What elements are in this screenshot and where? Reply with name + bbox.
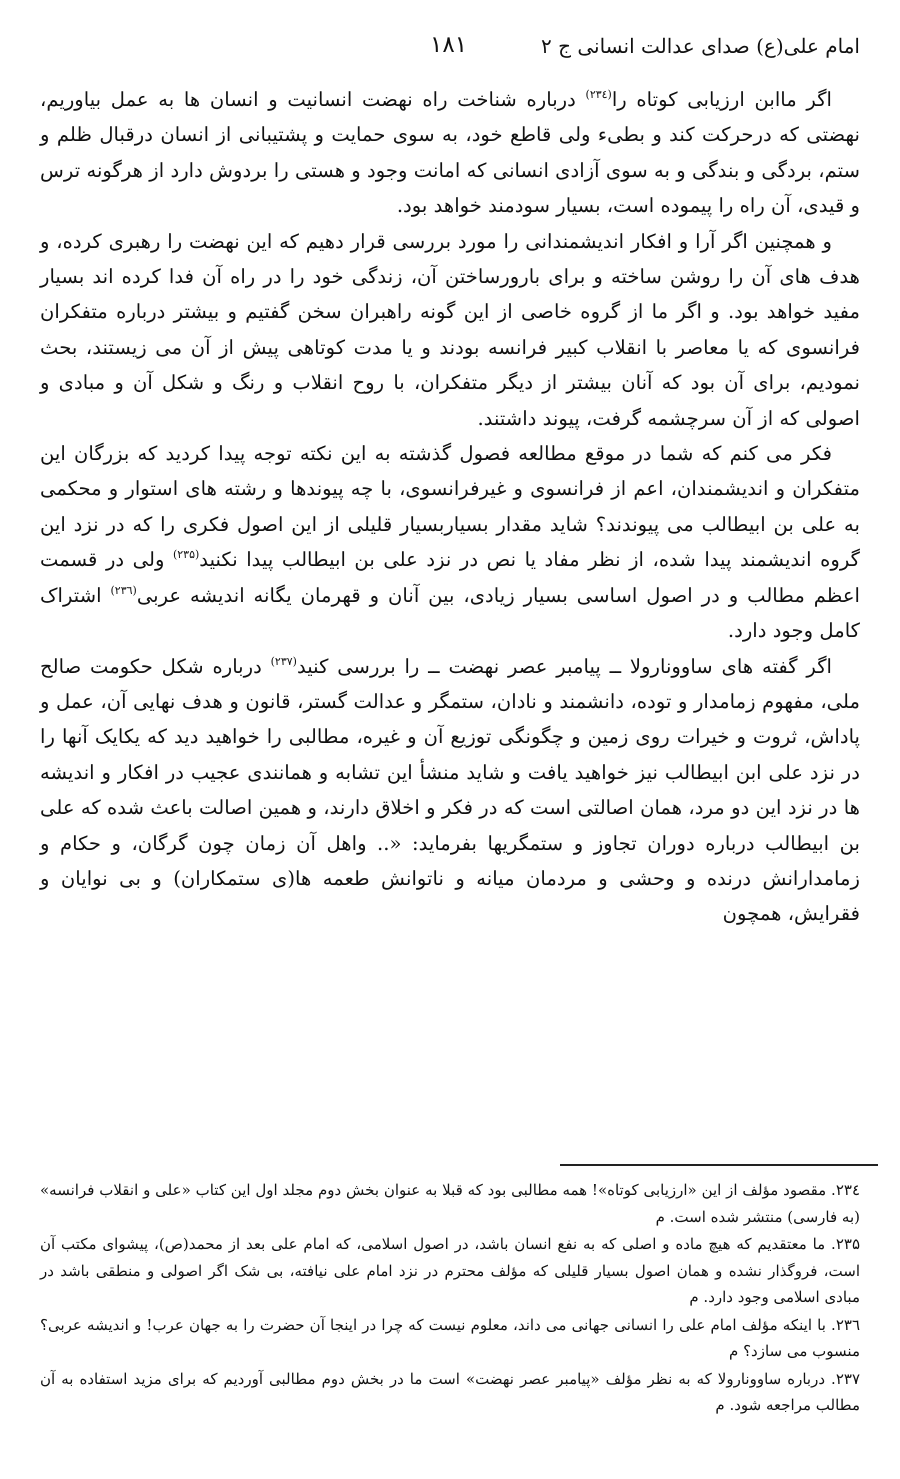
page-header — [40, 34, 860, 68]
paragraph-text: اشتراک کامل وجود دارد. — [40, 583, 860, 643]
footnote-235: ۲۳۵. ما معتقدیم که هیچ ماده و اصلی که به نفع انسان باشد، در اصول اسلامی، که امام علی بعد از محمد(ص)، پیشوای مکتب آن است، فروگذار نشده و همان اصول بسیار قلیلی که مؤلف محترم در نزد امام علی نیافته، بی شک اگر اصولی و منطقی باشد در مبادی اسلامی وجود دارد. م — [40, 1235, 860, 1306]
footnote-ref-236[interactable]: (۲۳٦) — [110, 583, 137, 597]
footnote-ref-234[interactable]: (۲۳٤) — [585, 88, 612, 101]
footnote-234: ۲۳٤. مقصود مؤلف از این «ارزیابی کوتاه»! همه مطالبی بود که قبلا به عنوان بخش دوم مجلد اول این کتاب «علی و انقلاب فرانسه» (به فارسی) منتشر شده است. م — [40, 1181, 860, 1226]
footnote-ref-237[interactable]: (۲۳۷) — [270, 654, 297, 668]
paragraph-text: ولی در قسمت اعظم مطالب و در اصول اساسی بسیار زیادی، بین آنان و قهرمان یگانه اندیشه عربی — [40, 548, 860, 607]
paragraph-text: درباره شناخت راه نهضت انسانیت و انسان ها به عمل بیاوریم، نهضتی که درحرکت کند و بطیء ولی قاطع خود، به سوی حمایت و پشتیبانی از انسان درقبال ظلم و ستم، بردگی و بندگی و به سوی آزادی انسانی که امانت وجود و هستی را بردوش دارد از هرگونه ترس و قیدی، آن راه را پیموده است، بسیار سودمند خواهد بود. — [40, 88, 860, 218]
paragraph-text: فکر می کنم که شما در موقع مطالعه فصول گذشته به این نکته توجه پیدا کردید که بزرگان این متفکران و اندیشمندان، اعم از فرانسوی و غیرفرانسوی، با چه پیوندها و رشته های استوار و محکمی به علی بن ابیطالب می پیوندند؟ شاید مقدار بسیاربسیار قلیلی از این اصول فکری را که در نزد این گروه اندیشمند پیدا شده، از نظر مفاد یا نص در نزد علی بن ابیطالب پیدا نکنید — [40, 442, 860, 572]
paragraph-1 — [40, 82, 860, 224]
footnote-ref-235[interactable]: (۲۳۵) — [172, 548, 200, 562]
paragraph-text: اگر ماابن ارزیابی کوتاه را — [611, 88, 832, 111]
paragraph-3 — [40, 436, 860, 648]
paragraph-2 — [40, 224, 860, 436]
paragraph-4 — [40, 649, 860, 932]
paragraph-text: درباره شکل حکومت صالح ملی، مفهوم زمامدار و توده، دانشمند و نادان، ستمگر و عدالت گستر، قانون و هدف نهایی آن، عمل و پاداش، ثروت و خیرات روی زمین و چگونگی توزیع آن و غیره، مطالبی را خواهید دید که یکایک آنها را در نزد علی ابن ابیطالب نیز خواهید یافت و شاید منشأ این تشابه و همانندی عجیب در افکار و اندیشه ها در نزد این دو مرد، همان اصالتی است که در فکر و اخلاق دارند، و همین اصالت باعث شده که علی بن ابیطالب درباره دوران تجاوز و ستمگریها بفرماید: «.. واهل آن زمان چون گرگان، و حکام و زمامدارانش درنده و وحشی و مردمان میانه و ناتوانش طعمه ها(ی ستمکاران) و بی نوایان و فقرایش، همچون — [40, 654, 860, 926]
page-number: ۱۸۱ — [430, 32, 468, 58]
paragraph-text: و همچنین اگر آرا و افکار اندیشمندانی را مورد بررسی قرار دهیم که این نهضت را رهبری کرده، و هدف های آن را روشن ساخته و برای بارورساختن آن، زندگی خود را در راه آن فدا کرده اند بسیار مفید خواهد بود. و اگر ما از گروه خاصی از این گونه راهبران سخن گفتیم و بیشتر درباره متفکران فرانسوی که یا معاصر با انقلاب کبیر فرانسه بودند و یا مدت کوتاهی پیش از آن می زیستند، بحث نمودیم، برای آن بود که آنان بیشتر از دیگر متفکران، با روح انقلاب و رنگ و شکل آن و مبادی و اصولی که از آن سرچشمه گرفت، پیوند داشتند. — [40, 229, 861, 430]
running-title: امام علی(ع) صدای عدالت انسانی ج ۲ — [540, 34, 860, 58]
main-text — [40, 82, 860, 932]
footnote-divider — [560, 1164, 878, 1166]
paragraph-text: اگر گفته های ساوونارولا ــ پیامبر عصر نهضت ــ را بررسی کنید — [296, 654, 832, 678]
footnotes — [40, 1177, 860, 1420]
footnote-236: ۲۳٦. با اینکه مؤلف امام علی را انسانی جهانی می داند، معلوم نیست که چرا در اینجا آن حضرت را به جهان عرب! و اندیشه عربی؟ منسوب می سازد؟ م — [40, 1315, 860, 1360]
footnote-237: ۲۳۷. درباره ساوونارولا که به نظر مؤلف «پیامبر عصر نهضت» است ما در بخش دوم مطالبی آوردیم که برای مزید استفاده به آن مطالب مراجعه شود. م — [40, 1369, 860, 1414]
